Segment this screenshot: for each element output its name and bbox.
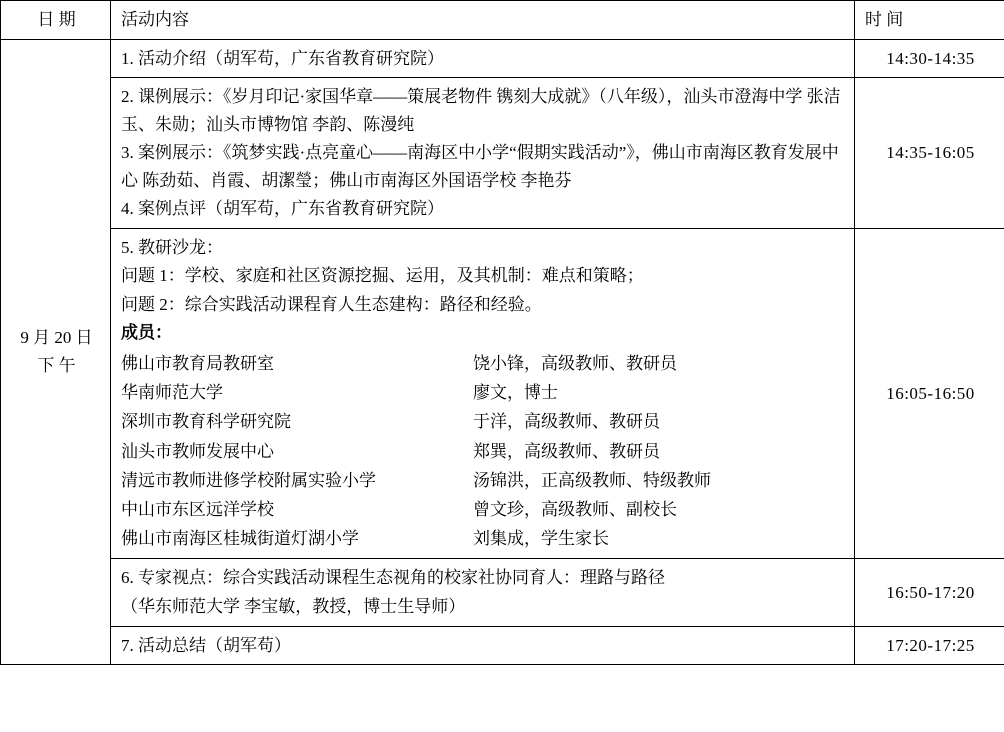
member-person: 汤锦洪，正高级教师、特级教师 [473, 470, 711, 490]
content-cell-expert [111, 559, 855, 626]
time-cell-cases: 14:35-16:05 [855, 78, 1004, 229]
member-person: 刘集成，学生家长 [473, 529, 609, 549]
content-cell-intro [111, 39, 855, 78]
member-person: 于洋，高级教师、教研员 [473, 412, 660, 432]
content-cell-cases [111, 78, 855, 229]
salon-title: 5. 教研沙龙： [121, 237, 223, 257]
member-org: 佛山市南海区桂城街道灯湖小学 [121, 529, 359, 549]
salon-question: 问题 1：学校、家庭和社区资源挖掘、运用，及其机制：难点和策略； [121, 266, 644, 286]
date-line-2: 下 午 [37, 355, 76, 375]
member-org: 中山市东区远洋学校 [121, 500, 274, 520]
time-cell-salon: 16:05-16:50 [855, 228, 1004, 559]
member-org: 深圳市教育科学研究院 [121, 412, 291, 432]
member-person: 饶小锋，高级教师、教研员 [473, 353, 677, 373]
header-cell-time: 时 间 [855, 1, 1004, 40]
list-item [121, 495, 846, 524]
list-item [121, 437, 846, 466]
table-header [1, 1, 1004, 40]
activity-line: （华东师范大学 李宝敏，教授，博士生导师） [121, 597, 466, 617]
member-org: 清远市教师进修学校附属实验小学 [121, 470, 376, 490]
members-list [121, 349, 846, 554]
activity-line: 1. 活动介绍（胡军苟，广东省教育研究院） [121, 48, 444, 68]
table-header-row [1, 1, 1004, 40]
table-body [1, 39, 1004, 665]
activity-line: 2. 课例展示：《岁月印记·家国华章——策展老物件 镌刻大成就》（八年级），汕头市澄海中学 张洁玉、朱勋；汕头市博物馆 李韵、陈漫纯 [121, 87, 841, 134]
table-row [1, 39, 1004, 78]
members-label: 成员： [121, 323, 172, 343]
list-item [121, 378, 846, 407]
member-person: 郑巽，高级教师、教研员 [473, 441, 660, 461]
list-item [121, 349, 846, 378]
date-line-1: 9 月 20 日 [20, 328, 93, 348]
header-cell-date: 日 期 [1, 1, 111, 40]
table-row [1, 228, 1004, 559]
header-cell-content: 活动内容 [111, 1, 855, 40]
table-row [1, 626, 1004, 665]
date-cell [1, 39, 111, 665]
time-cell-summary: 17:20-17:25 [855, 626, 1004, 665]
list-item [121, 466, 846, 495]
time-cell-intro: 14:30-14:35 [855, 39, 1004, 78]
member-person: 廖文，博士 [473, 383, 558, 403]
content-cell-summary [111, 626, 855, 665]
activity-line: 7. 活动总结（胡军苟） [121, 635, 291, 655]
member-org: 华南师范大学 [121, 383, 223, 403]
member-org: 佛山市教育局教研室 [121, 353, 274, 373]
activity-line: 3. 案例展示：《筑梦实践·点亮童心——南海区中小学“假期实践活动”》，佛山市南海区教育发展中心 陈劲茹、肖霞、胡潔瑩；佛山市南海区外国语学校 李艳芬 [121, 143, 839, 190]
member-person: 曾文珍，高级教师、副校长 [473, 500, 677, 520]
salon-question: 问题 2：综合实践活动课程育人生态建构：路径和经验。 [121, 294, 542, 314]
content-cell-salon [111, 228, 855, 559]
activity-line: 4. 案例点评（胡军苟，广东省教育研究院） [121, 199, 444, 219]
list-item [121, 407, 846, 436]
list-item [121, 524, 846, 553]
member-org: 汕头市教师发展中心 [121, 441, 274, 461]
table-row [1, 559, 1004, 626]
time-cell-expert: 16:50-17:20 [855, 559, 1004, 626]
table-row [1, 78, 1004, 229]
activity-line: 6. 专家视点：综合实践活动课程生态视角的校家社协同育人：理路与路径 [121, 568, 665, 588]
